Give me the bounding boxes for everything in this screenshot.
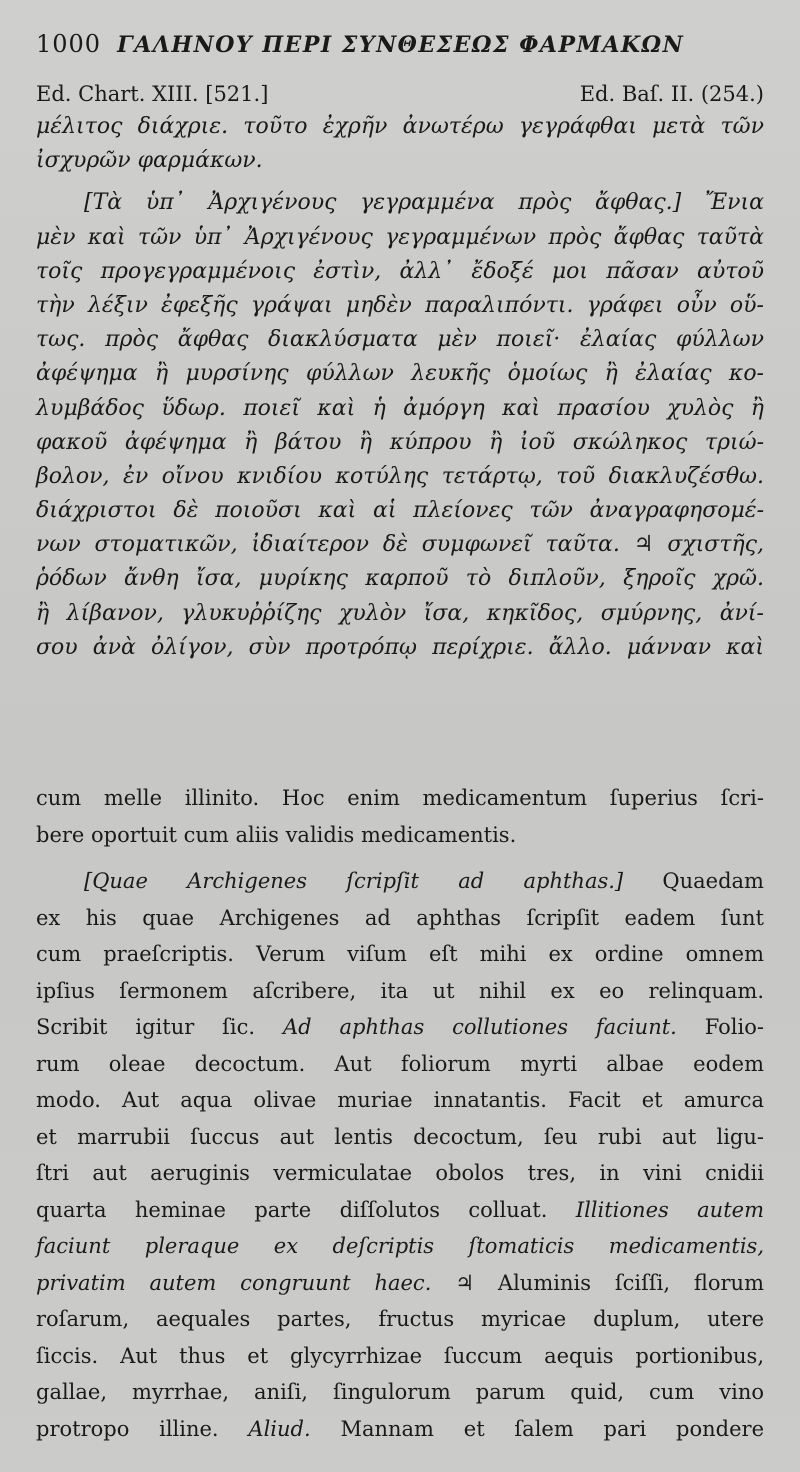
edition-chart: Ed. Chart. XIII. [521.] xyxy=(36,82,269,106)
latin-line: cum melle illinito. Hoc enim medicamentum ſuperius ſcri- xyxy=(36,786,764,810)
greek-line: τὴν λέξιν ἐφεξῆς γράψαι μηδὲν παραλιπόντι. γράφει οὖν οὕ- xyxy=(36,292,764,318)
latin-line xyxy=(36,863,764,900)
latin-italic: privatim autem congruunt haec. xyxy=(36,1270,432,1295)
latin-line xyxy=(36,1411,764,1448)
latin-line: rum oleae decoctum. Aut foliorum myrti albae eodem xyxy=(36,1051,764,1076)
running-title: ΓΑΛΗΝΟΥ ΠΕΡΙ ΣΥΝΘΕΣΕΩΣ ΦΑΡΜΑΚΩΝ xyxy=(117,32,685,58)
latin-text: Scribit igitur ſic. xyxy=(36,1015,256,1039)
latin-text: Folio- xyxy=(704,1015,764,1039)
page-header xyxy=(36,30,776,70)
latin-line: roſarum, aequales partes, fructus myricae duplum, utere xyxy=(36,1307,764,1331)
greek-line: τοῖς προγεγραμμένοις ἐστὶν, ἀλλ᾽ ἔδοξέ μοι πᾶσαν αὐτοῦ xyxy=(36,258,764,284)
latin-text: quarta heminae parte diſſolutos colluat. xyxy=(36,1197,548,1222)
latin-line: cum praeſcriptis. Verum viſum eſt mihi ex ordine omnem xyxy=(36,942,764,966)
latin-italic: Ad aphthas collutiones faciunt. xyxy=(282,1015,677,1039)
latin-text: protropo illine. xyxy=(36,1416,219,1441)
latin-text: ♃ Aluminis ſciſſi, florum xyxy=(455,1270,764,1295)
greek-line: ῥόδων ἄνθη ἴσα, μυρίκης καρποῦ τὸ διπλοῦν, ξηροῖς χρῶ. xyxy=(36,566,764,592)
latin-text: Quaedam xyxy=(662,869,764,893)
greek-line: ἀφέψημα ἢ μυρσίνης φύλλων λευκῆς ὁμοίως ἢ ἐλαίας κο- xyxy=(36,361,764,387)
greek-line: φακοῦ ἀφέψημα ἢ βάτου ἢ κύπρου ἢ ἰοῦ σκώληκος τριώ- xyxy=(36,429,764,455)
latin-line: modo. Aut aqua olivae muriae innatantis. Facit et amurca xyxy=(36,1088,764,1112)
latin-line: ipſius ſermonem aſcribere, ita ut nihil ex eo relinquam. xyxy=(36,978,764,1003)
latin-line: ex his quae Archigenes ad aphthas ſcripſit eadem ſunt xyxy=(36,905,764,930)
greek-line: ἰσχυρῶν φαρμάκων. xyxy=(36,148,263,174)
latin-italic: Aliud. xyxy=(248,1416,311,1441)
greek-line: τως. πρὸς ἄφθας διακλύσματα μὲν ποιεῖ· ἐλαίας φύλλων xyxy=(36,327,764,353)
latin-line: bere oportuit cum aliis validis medicamentis. xyxy=(36,822,517,847)
greek-line: βολον, ἐν οἴνου κνιδίου κοτύλης τετάρτῳ, τοῦ διακλυζέσθω. xyxy=(36,463,764,489)
greek-line: [Τὰ ὑπ᾽ Ἀρχιγένους γεγραμμένα πρὸς ἄφθας.] Ἔνια xyxy=(84,190,764,216)
latin-line: ſiccis. Aut thus et glycyrrhizae ſuccum aequis portionibus, xyxy=(36,1343,764,1368)
page-number: 1000 xyxy=(36,30,102,58)
greek-line: μέλιτος διάχριε. τοῦτο ἐχρῆν ἀνωτέρω γεγράφθαι μετὰ τῶν xyxy=(36,114,764,139)
greek-line: νων στοματικῶν, ἰδιαίτερον δὲ συμφωνεῖ ταῦτα. ♃ σχιστῆς, xyxy=(36,532,764,558)
latin-italic: Illitiones autem xyxy=(575,1197,764,1222)
greek-text-block xyxy=(36,110,764,665)
section-heading: [Quae Archigenes ſcripſit ad aphthas.] xyxy=(84,869,624,893)
greek-line: λυμβάδος ὕδωρ. ποιεῖ καὶ ἡ ἀμόργη καὶ πρασίου χυλὸς ἢ xyxy=(36,395,764,421)
greek-line: σου ἀνὰ ὀλίγον, σὺν προτρόπῳ περίχριε. ἄλλο. μάνναν καὶ xyxy=(36,634,764,660)
latin-line: ſtri aut aeruginis vermiculatae obolos tres, in vini cnidii xyxy=(36,1161,764,1185)
latin-text: Mannam et ſalem pari pondere xyxy=(340,1416,765,1441)
greek-line: μὲν καὶ τῶν ὑπ᾽ Ἀρχιγένους γεγραμμένων πρὸς ἄφθας ταῦτὰ xyxy=(36,224,764,250)
latin-line: faciunt pleraque ex deſcriptis ſtomaticis medicamentis, xyxy=(36,1234,764,1258)
latin-line: gallae, myrrhae, aniſi, ſingulorum parum quid, cum vino xyxy=(36,1380,764,1404)
greek-line: ἢ λίβανον, γλυκυῤῥίζης χυλὸν ἴσα, κηκῖδος, σμύρνης, ἀνί- xyxy=(36,600,764,626)
latin-line xyxy=(36,1009,764,1046)
edition-line xyxy=(36,82,764,112)
edition-basel: Ed. Baſ. II. (254.) xyxy=(579,82,764,106)
greek-line: διάχριστοι δὲ ποιοῦσι καὶ αἱ πλείονες τῶν ἀναγραφησομέ- xyxy=(36,498,764,524)
latin-text-block xyxy=(36,780,764,1447)
latin-line: et marrubii ſuccus aut lentis decoctum, ſeu rubi aut ligu- xyxy=(36,1124,764,1149)
latin-line xyxy=(36,1192,764,1229)
latin-line xyxy=(36,1265,764,1302)
